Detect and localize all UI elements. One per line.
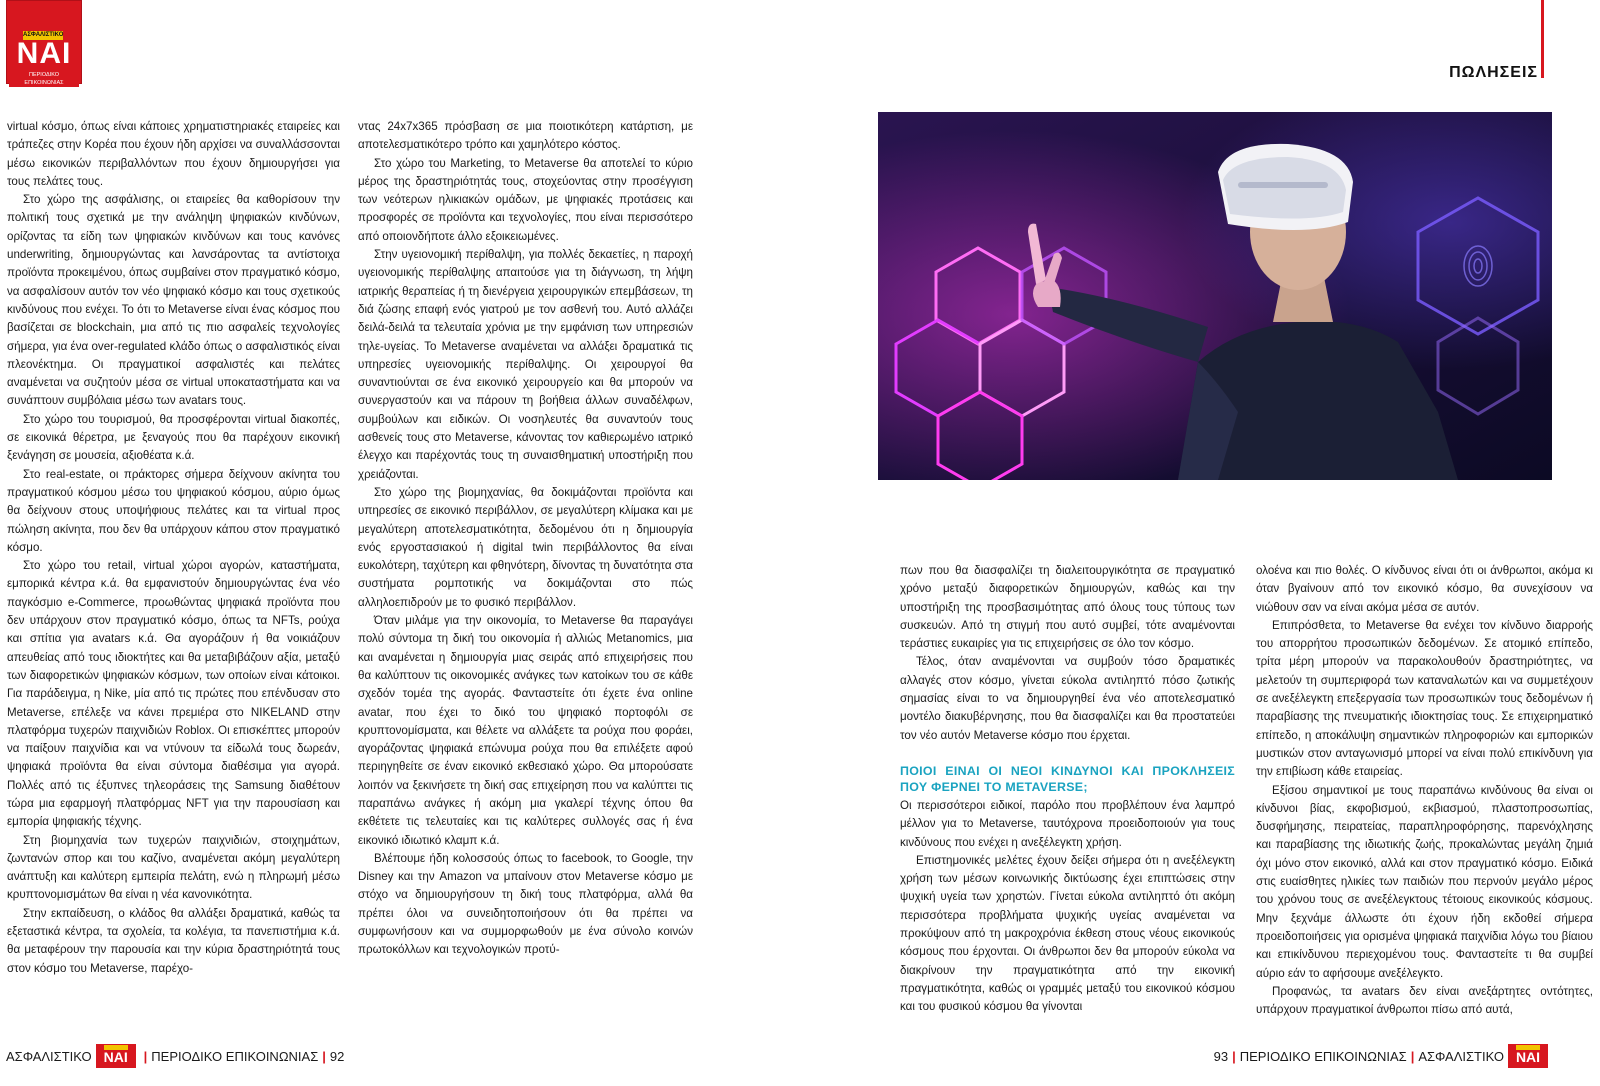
footer-brand: ΑΣΦΑΛΙΣΤΙΚΟ (6, 1048, 92, 1064)
logo-subtitle: ΠΕΡΙΟΔΙΚΟ ΕΠΙΚΟΙΝΩΝΙΑΣ (9, 71, 79, 87)
footer-logo: ΝΑΙ (96, 1044, 136, 1068)
paragraph: Οι περισσότεροι ειδικοί, παρόλο που προβλέπουν ένα λαμπρό μέλλον για το Metaverse, ταυτόχρονα προειδοποιούν για τους κινδύνους που ενέχει η ανεξέλεγκτη χρήση. (900, 798, 1235, 849)
paragraph: Επιπρόσθετα, το Metaverse θα ενέχει τον κίνδυνο διαρροής του απορρήτου προσωπικών δεδομένων. Σε ατομικό επίπεδο, τρίτα μέρη μπορούν να παρακολουθούν δραστηριότητες, να μελετούν τη συμπεριφορά των καταναλωτών και να συμμετέχουν σε ανεξέλεγκτη επεξεργασία των προσωπικών τους δεδομένων ή παραβίασης της πνευματικής ιδιοκτησίας τους. Σε επιχειρηματικό επίπεδο, η αποκάλυψη σημαντικών πληροφοριών και εμπορικών μυστικών στον ανταγωνισμό μπορεί να είναι πολύ επικίνδυνη για την επιβίωση κάθε εταιρείας. (1256, 618, 1593, 779)
article-column-1 (7, 118, 340, 978)
footer-label: ΠΕΡΙΟΔΙΚΟ ΕΠΙΚΟΙΝΩΝΙΑΣ (151, 1048, 319, 1064)
paragraph: Τέλος, όταν αναμένονται να συμβούν τόσο δραματικές αλλαγές στον κόσμο, γίνεται εύκολα αντιληπτό πόσο ζωτικής σημασίας είναι το να δημιουργηθεί ένα νέο αποτελεσματικό μοντέλο διακυβέρνησης, που θα διασφαλίζει και θα προστατεύει τον νέο αυτόν Metaverse κόσμο που έρχεται. (900, 655, 1235, 742)
paragraph: Βλέπουμε ήδη κολοσσούς όπως το facebook, το Google, την Disney και την Amazon να μπαίνουν στον Metaverse κόσμο με στόχο να δημιουργήσουν τη δική τους πλατφόρμα, αλλά θα πρέπει όλοι να συνειδητοποιήσουν ότι θα πρέπει να συμφωνήσουν και να συμμορφωθούν με ένα σύνολο κοινών πρωτοκόλλων και τεχνολογικών προτύ- (358, 851, 693, 957)
paragraph: virtual κόσμο, όπως είναι κάποιες χρηματιστηριακές εταιρείες και τράπεζες στην Κορέα που έχουν ήδη αρχίσει να συναλλάσσονται μέσω εικονικών περιβαλλόντων που έχουν δημιουργήσει για τους πελάτες τους. (7, 120, 340, 188)
paragraph: Στο χώρο του τουρισμού, θα προσφέρονται virtual διακοπές, σε εικονικά θέρετρα, με ξεναγούς που θα παρέχουν εικονική ξενάγηση σε μουσεία, αξιοθέατα κ.ά. (7, 412, 340, 463)
vr-headset-photo (878, 112, 1552, 480)
footer-left: ΑΣΦΑΛΙΣΤΙΚΟ ΝΑΙ | ΠΕΡΙΟΔΙΚΟ ΕΠΙΚΟΙΝΩΝΙΑΣ | 92 (6, 1045, 344, 1067)
magazine-logo (6, 0, 82, 84)
paragraph: Προφανώς, τα avatars δεν είναι ανεξάρτητες οντότητες, υπάρχουν πραγματικοί άνθρωποι πίσω από αυτά, (1256, 984, 1593, 1017)
paragraph: πων που θα διασφαλίζει τη διαλειτουργικότητα σε πραγματικό χρόνο μεταξύ διαφορετικών δημιουργών, καθώς και την υποστήριξη της προσβασιμότητας από όλους τους τύπους των συσκευών. Από τη στιγμή που αυτό συμβεί, τότε αναμένονται τεράστιες ευκαιρίες για τις επιχειρήσεις σε όλο τον κόσμο. (900, 564, 1235, 651)
article-column-4 (1256, 562, 1593, 1019)
footer-right: 93 | ΠΕΡΙΟΔΙΚΟ ΕΠΙΚΟΙΝΩΝΙΑΣ | ΑΣΦΑΛΙΣΤΙΚΟ ΝΑΙ (1214, 1045, 1552, 1067)
footer-label: ΠΕΡΙΟΔΙΚΟ ΕΠΙΚΟΙΝΩΝΙΑΣ (1239, 1048, 1407, 1064)
logo-name: ΝΑΙ (16, 37, 72, 70)
paragraph: Στο χώρο της βιομηχανίας, θα δοκιμάζονται προϊόντα και υπηρεσίες σε εικονικό περιβάλλον, σε μεγαλύτερη κλίμακα και με μεγαλύτερη αποτελεσματικότητα, δεδομένου ότι η δημιουργία ενός εργοστασιακού ή digital twin περιβάλλοντος θα είναι ευκολότερη, ταχύτερη και φθηνότερη, δίνοντας τη δυνατότητα στα συστήματα ρομποτικής να δοκιμάζονται στο πώς αλληλοεπιδρούν με το φυσικό περιβάλλον. (358, 485, 694, 609)
paragraph: Εξίσου σημαντικοί με τους παραπάνω κινδύνους θα είναι οι κίνδυνοι βίας, εκφοβισμού, εκβιασμού, πλαστοπροσωπίας, δυσφήμησης, πειρατείας, παραπληροφόρησης, παρενόχλησης και παραβίασης της ιδιωτικής ζωής, προκαλώντας μεγάλη ζημιά όχι μόνο στον εικονικό, αλλά και στον πραγματικό κόσμο. Ειδικά στις ευαίσθητες ηλικίες των παιδιών που περνούν μεγάλο μέρος του χρόνου τους σε ανεξέλεγκτους τέτοιους εικονικούς κόσμους. Μην ξεχνάμε άλλωστε ότι έχουν ήδη εκδοθεί σήμερα προειδοποιήσεις για ορισμένα ψηφιακά παιχνίδια λόγω του βίαιου και επικίνδυνου περιεχομένου τους. Φανταστείτε τι θα συμβεί αύριο εάν το αφήσουμε ανεξέλεγκτο. (1256, 783, 1593, 980)
page-number: 92 (329, 1048, 345, 1064)
paragraph: Στην υγειονομική περίθαλψη, για πολλές δεκαετίες, η παροχή υγειονομικής περίθαλψης απαιτούσε για τη διάγνωση, τη λήψη ιατρικής θεραπείας ή τη διενέργεια χειρουργικών επεμβάσεων, τη διά ζώσης επαφή ενός γιατρού με τον ασθενή του. Αυτό αλλάζει δειλά-δειλά τα τελευταία χρόνια με την εμφάνιση των υπηρεσιών τηλε-υγείας. Το Metaverse αναμένεται να αλλάξει δραματικά τις υπηρεσίες υγειονομικής περίθαλψης. Οι χειρουργοί θα συναντιούνται σε ένα εικονικό χειρουργείο και θα μπορούν να συνεργαστούν και να πάρουν τη βοήθεια άλλων συναδέλφων, συμβούλων και ειδικών. Οι νοσηλευτές θα συναντούν τους ασθενείς τους στο Metaverse, κάνοντας τον καθιερωμένο ιατρικό έλεγχο και παρέχοντάς τους τη συναισθηματική υποστήριξη που χρειάζονται. (358, 248, 693, 481)
paragraph: Επιστημονικές μελέτες έχουν δείξει σήμερα ότι η ανεξέλεγκτη χρήση των μέσων κοινωνικής δικτύωσης έχει επιπτώσεις στην ψυχική υγεία των χρηστών. Γίνεται εύκολα αντιληπτό ότι ακόμη περισσότερα προβλήματα ψυχικής υγείας αναμένεται να προκύψουν από τη μακροχρόνια έκθεση στους νέους εικονικούς κόσμους που έρχονται. Οι άνθρωποι δεν θα μπορούν εύκολα να διακρίνουν την πραγματικότητα από την εικονική πραγματικότητα, καθώς οι γραμμές μεταξύ του εικονικού κόσμου και του φυσικού κόσμου θα γίνονται (900, 853, 1235, 1014)
section-heading: ΠΟΙΟΙ ΕΙΝΑΙ ΟΙ ΝΕΟΙ ΚΙΝΔΥΝΟΙ ΚΑΙ ΠΡΟΚΛΗΣΕΙΣ ΠΟΥ ΦΕΡΝΕΙ ΤΟ METAVERSE; (900, 763, 1235, 794)
section-title: ΠΩΛΗΣΕΙΣ (1449, 64, 1538, 81)
footer-brand: ΑΣΦΑΛΙΣΤΙΚΟ (1418, 1048, 1504, 1064)
paragraph: Στο χώρο της ασφάλισης, οι εταιρείες θα καθορίσουν την πολιτική τους σχετικά με την ανάληψη ψηφιακών κινδύνων, ορίζοντας τα είδη των ψηφιακών κινδύνων και τους κανόνες underwriting, δημιουργώντας και λανσάροντας τα αντίστοιχα προϊόντα προκειμένου, όπως συμβαίνει στον πραγματικό κόσμο, να ασφαλίσουν αυτόν τον νέο ψηφιακό κόσμο και τους σχετικούς κινδύνους που ενέχει. Το ότι το Metaverse είναι ένας κόσμος που βασίζεται σε blockchain, μια από τις πιο ασφαλείς τεχνολογίες σήμερα, για ένα over-regulated κλάδο όπως ο ασφαλιστικός είναι πλεονέκτημα. Οι πραγματικοί ασφαλιστές και πελάτες αναμένεται να συζητούν μέσα σε virtual υποκαταστήματα και να συνάπτουν συμβόλαια μέσω των avatars τους. (7, 193, 340, 408)
article-column-2 (358, 118, 693, 960)
paragraph: Στο χώρο του retail, virtual χώροι αγορών, καταστήματα, εμπορικά κέντρα κ.ά. θα εμφανιστούν δημιουργώντας ένα νέο παγκόσμιο e-Commerce, προωθώντας ψηφιακά προϊόντα που δεν υπάρχουν στον πραγματικό κόσμο, όπως τα NFTs, ρούχα και σπίτια για avatars κ.ά. Θα αγοράζουν ή θα νοικιάζουν απευθείας από τους ιδιοκτήτες και θα μεταβιβάζουν αξία, μεταξύ των διαφορετικών ψηφιακών κόσμων, των οποίων είναι κάτοικοι. Για παράδειγμα, η Nike, μία από τις πρώτες που επένδυσαν στο Metaverse, επέλεξε να κάνει πρεμιέρα στο NIKELAND στην πλατφόρμα τυχερών παιχνιδιών Roblox. Οι επισκέπτες μπορούν να παίξουν παιχνίδια και να ντύνουν τα είδωλά τους δωρεάν, ψηφιακά προϊόντα θα είναι σύντομα διαθέσιμα για αγορά. Πολλές από τις έξυπνες τηλεοράσεις της Samsung διαθέτουν τώρα μια εφαρμογή πλατφόρμας NFT για την παρουσίαση και εμπορία ψηφιακής τέχνης. (7, 559, 340, 829)
paragraph: Στο real-estate, οι πράκτορες σήμερα δείχνουν ακίνητα του πραγματικού κόσμου μέσω του ψηφιακού κόσμου, αύριο όμως θα δείχνουν στους υποψήφιους πελάτες και τα virtual προς πώληση ακίνητα, που δεν θα υπάρχουν κάπου στον πραγματικό κόσμο. (7, 467, 340, 554)
paragraph: Όταν μιλάμε για την οικονομία, το Metaverse θα παραγάγει πολύ σύντομα τη δική του οικονομία ή αλλιώς Metanomics, μια και αναμένεται η δημιουργία μιας σειράς από επιχειρήσεις που θα καλύπτουν τις οικονομικές ανάγκες των κατοίκων του σε κάθε σχεδόν τομέα της αγοράς. Φανταστείτε ότι έχετε ένα online avatar, που έχει το δικό του ψηφιακό πορτοφόλι σε κρυπτονομίσματα, και θέλετε να αλλάξετε τα ρούχα που φοράει, αγοράζοντας ψηφιακά επώνυμα ρούχα που θα επιλέξετε αφού περιηγηθείτε σε έναν εικονικό εκθεσιακό χώρο. Θα μπορούσατε λοιπόν να ξεκινήσετε τη δική σας επιχείρηση που να καλύπτει τις παραπάνω ανάγκες ή ακόμη μια γκαλερί τέχνης όπου θα εκθέτετε τις τελευταίες και τις καλύτερες συλλογές σας ή ένα εικονικό ιδιωτικό κλαμπ κ.ά. (358, 614, 693, 847)
article-column-3 (900, 562, 1235, 1017)
section-divider (1541, 0, 1544, 78)
paragraph: ολοένα και πιο θολές. Ο κίνδυνος είναι ότι οι άνθρωποι, ακόμα κι όταν βγαίνουν από τον εικονικό κόσμο, θα συνεχίσουν να νιώθουν σαν να είναι ακόμα μέσα σε αυτόν. (1256, 564, 1593, 614)
footer-logo: ΝΑΙ (1508, 1044, 1548, 1068)
paragraph: ντας 24x7x365 πρόσβαση σε μια ποιοτικότερη κατάρτιση, με αποτελεσματικότερο τρόπο και χαμηλότερο κόστος. (358, 120, 693, 152)
logo-tag: ΑΣΦΑΛΙΣΤΙΚΟ (23, 32, 64, 38)
paragraph: Στη βιομηχανία των τυχερών παιχνιδιών, στοιχημάτων, ζωντανών σπορ και του καζίνο, αναμένεται ακόμη μεγαλύτερη ανάπτυξη και καλύτερη εμπειρία πελάτη, ενώ η πληρωμή μέσω κρυπτονομισμάτων θα είναι η νέα κανονικότητα. (7, 833, 340, 902)
page-number: 93 (1213, 1048, 1229, 1064)
paragraph: Στο χώρο του Marketing, το Metaverse θα αποτελεί το κύριο μέρος της δραστηριότητάς τους, στοχεύοντας στην προσέγγιση των νεότερων ηλικιακών ομάδων, με ψηφιακές προτάσεις και προσφορές σε προϊόντα και τεχνολογίες, που είναι περισσότερο από οποιονδήποτε άλλο εξοικειωμένες. (358, 156, 693, 243)
paragraph: Στην εκπαίδευση, ο κλάδος θα αλλάξει δραματικά, καθώς τα εξεταστικά κέντρα, τα σχολεία, τα κολέγια, τα πανεπιστήμια κ.ά. θα μεταφέρουν την παρουσία και την κύρια δραστηριότητά τους στον κόσμο του Metaverse, παρέχο- (7, 906, 340, 975)
